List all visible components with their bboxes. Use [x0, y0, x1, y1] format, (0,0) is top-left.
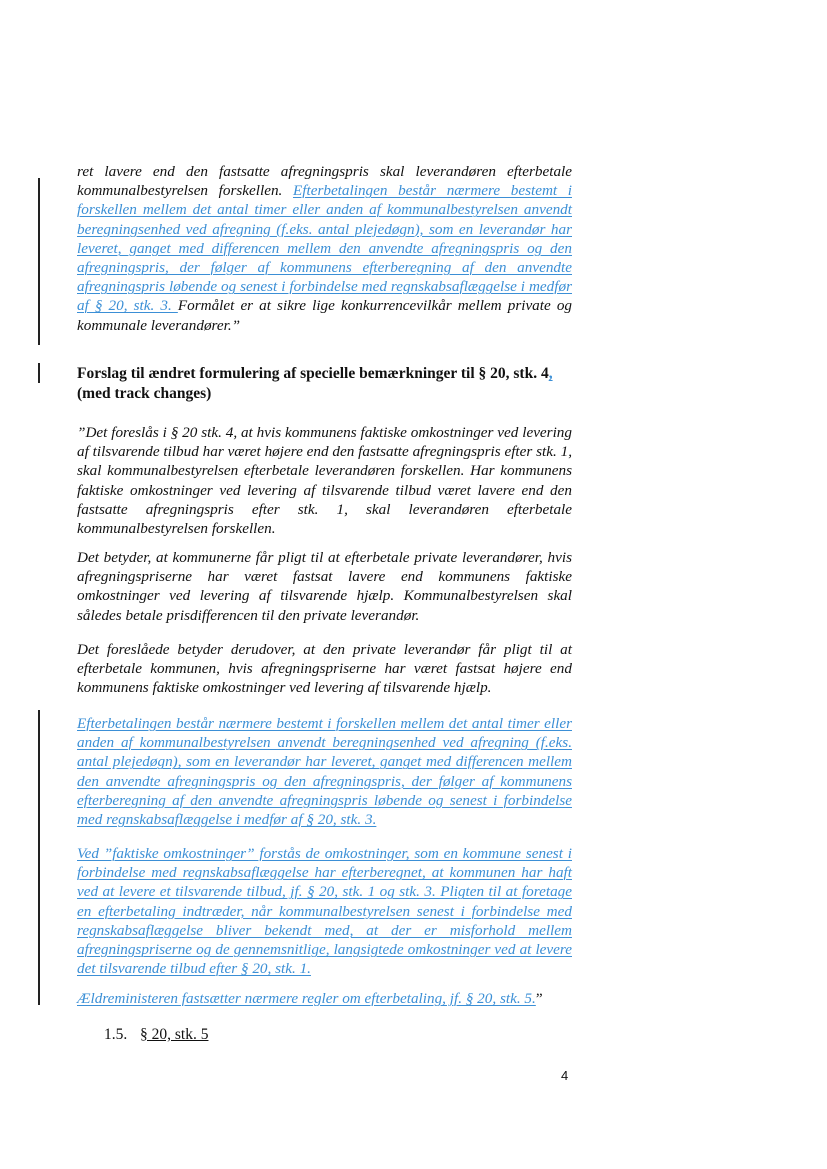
- quote-continuation: [77, 162, 572, 335]
- paragraph: ”Det foreslås i § 20 stk. 4, at hvis kommunens faktiske omkostninger ved levering af tilsvarende tilbud har været højere end den fastsatte afregningspris efter stk. 1, skal kommunalbestyrelsen efterbetale leverandøren forskellen. Har kommunens faktiske omkostninger ved levering af tilsvarende tilbud været lavere end den fastsatte afregningspris efter stk. 1, skal leverandøren efterbetale kommunalbestyrelsen forskellen.: [77, 424, 572, 538]
- paragraph: Det foreslåede betyder derudover, at den private leverandør får pligt til at efterbetale kommunen, hvis afregningspriserne har været fastsat højere end kommunens faktiske omkostninger ved levering af tilsvarende hjælp.: [77, 641, 572, 697]
- list-item: [104, 1026, 208, 1044]
- change-bar: [38, 710, 40, 1005]
- page-number: 4: [561, 1068, 569, 1083]
- inserted-comma: ,: [548, 365, 553, 382]
- section-heading: [77, 364, 572, 403]
- closing-quote: ”: [535, 990, 543, 1007]
- heading-text: Forslag til ændret formulering af specielle bemærkninger til § 20, stk. 4: [77, 365, 549, 382]
- change-bar: [38, 178, 40, 345]
- inserted-text: Efterbetalingen består nærmere bestemt i forskellen mellem det antal timer eller anden af kommunalbestyrelsen anvendt beregningsenhed ved afregning (f.eks. antal plejedøgn), som en leverandør har leveret, ganget med differencen mellem den anvendte afregningspris og den afregningspris, der følger af kommunens efterberegning af den anvendte afregningspris løbende og senest i forbindelse med regnskabsaflæggelse i medfør af § 20, stk. 3.: [77, 182, 572, 315]
- quote-plain-text: Formålet er at sikre lige konkurrencevilkår mellem private og kommunale leverandører.”: [77, 297, 573, 334]
- inserted-text: Ældreministeren fastsætter nærmere regler om efterbetaling, jf. § 20, stk. 5.: [77, 990, 536, 1007]
- inserted-paragraph-final: [77, 989, 572, 1008]
- list-reference: § 20, stk. 5: [140, 1026, 209, 1043]
- inserted-paragraph: Efterbetalingen består nærmere bestemt i forskellen mellem det antal timer eller anden af kommunalbestyrelsen anvendt beregningsenhed ved afregning (f.eks. antal plejedøgn), som en leverandør har leveret, ganget med differencen mellem den anvendte afregningspris og den afregningspris, der følger af kommunens efterberegning af den anvendte afregningspris løbende og senest i forbindelse med regnskabsaflæggelse i medfør af § 20, stk. 3.: [77, 715, 572, 829]
- heading-subtitle: (med track changes): [77, 384, 212, 402]
- change-bar: [38, 363, 40, 383]
- paragraph: Det betyder, at kommunerne får pligt til at efterbetale private leverandører, hvis afregningspriserne har været fastsat lavere end kommunens faktiske omkostninger ved levering af tilsvarende hjælp. Kommunalbestyrelsen skal således betale prisdifferencen til den private leverandør.: [77, 549, 572, 624]
- inserted-paragraph: Ved ”faktiske omkostninger” forstås de omkostninger, som en kommune senest i forbindelse med regnskabsaflæggelse har efterberegnet, at kommunen har haft ved at levere et tilsvarende tilbud, jf. § 20, stk. 1 og stk. 3. Pligten til at foretage en efterbetaling indtræder, når kommunalbestyrelsen senest i forbindelse med regnskabsaflæggelse bliver bekendt med, at der er misforhold mellem afregningspriserne og de gennemsnitlige, langsigtede omkostninger ved at levere det tilsvarende tilbud efter § 20, stk. 1.: [77, 845, 572, 978]
- list-number: 1.5.: [104, 1026, 128, 1043]
- quote-plain-text: ret lavere end den fastsatte afregningspris skal leverandøren efterbetale kommunalbestyrelsen forskellen.: [77, 163, 572, 200]
